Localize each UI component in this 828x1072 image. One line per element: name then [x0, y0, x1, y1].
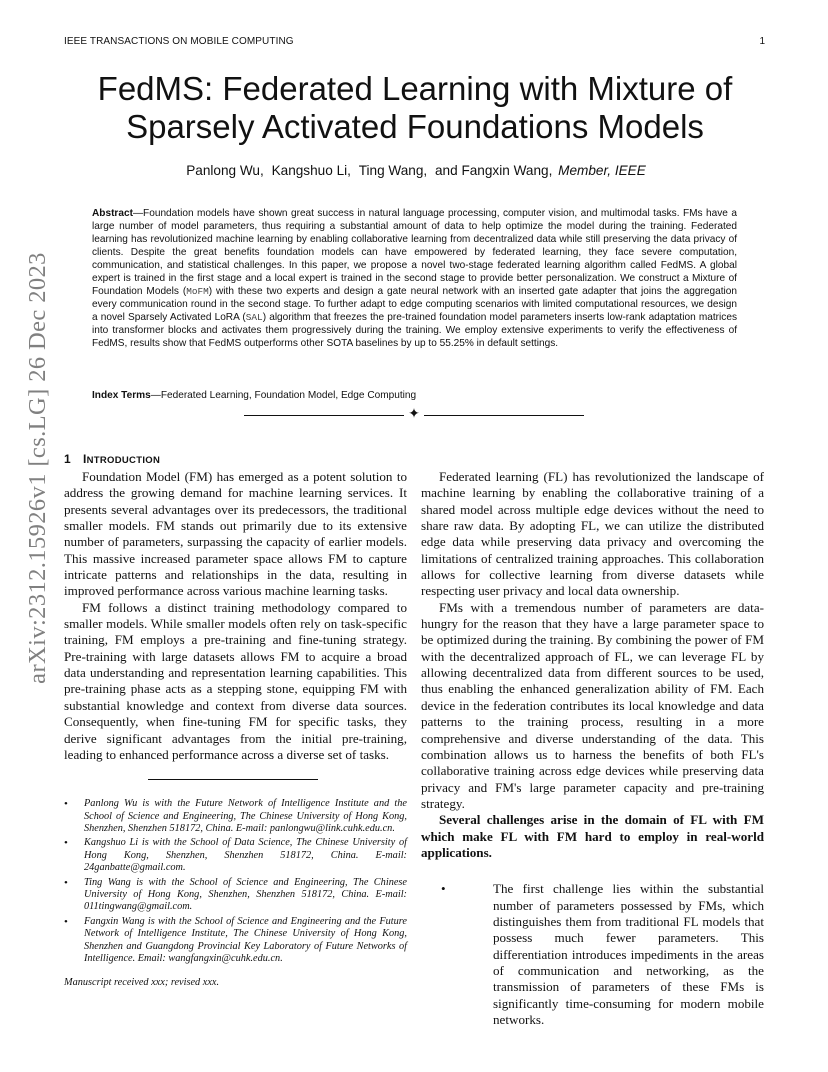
- footnote-item: • Fangxin Wang is with the School of Science and Engineering and the Future Network of Intelligence Institute, The Chinese University of Hong Kong, Shenzhen and Guangdong Provincial Key Laboratory of Future Networks of Intelligence. Email: wangfangxin@cuhk.edu.cn.: [64, 916, 407, 966]
- index-terms-dash: —: [150, 390, 161, 401]
- index-terms: [92, 390, 737, 401]
- author-name: Ting Wang,: [358, 163, 428, 178]
- section-title-rest: NTRODUCTION: [86, 455, 161, 466]
- divider-line-left: [244, 415, 404, 416]
- section-number: 1: [64, 452, 71, 466]
- challenges-intro: Several challenges arise in the domain of FL with FM which make FL with FM hard to employ in real-world applications.: [421, 812, 764, 860]
- divider-star-icon: ✦: [408, 407, 420, 422]
- right-column: [421, 469, 764, 1028]
- author-list: [90, 163, 740, 178]
- affiliation-footnotes: [64, 798, 407, 965]
- abstract: [92, 207, 737, 350]
- abstract-text: ) algorithm that freezes the pre-trained foundation model parameters inserts low-rank adaptation matrices into transformer blocks and activates them progressively during the training. We employ extensive experiments to verify the effectiveness of FedMS, results show that FedMS outperforms other SOTA baselines by up to 55.25% in default settings.: [92, 312, 737, 349]
- abstract-text: Foundation models have shown great success in natural language processing, computer vision, and multimodal tasks. FMs have a large number of model parameters, thus requiring a substantial amount of data to help optimize the model during the training. Federated learning has revolutionized machine learning by enabling collaborative learning from decentralized data while still preserving the data privacy of clients. Despite the great benefits foundation models can have empowered by federated learning, they face severe computation, communication, and statistical challenges. In this paper, we propose a novel two-stage federated learning algorithm called FedMS. A global expert is trained in the first stage and a local expert is trained in the second stage to provide better personalization. We construct a Mixture of Foundation Models (: [92, 208, 737, 297]
- abstract-code-mofm: MoFM: [186, 286, 209, 297]
- body-paragraph: Foundation Model (FM) has emerged as a potent solution to address the growing demand for machine learning services. It presents several advantages over its predecessors, the traditional smaller models. FM stands out primarily due to its extensive number of parameters, surpassing the capacity of earlier models. This massive increased parameter space allows FM to capture intricate patterns and relationships in the data, resulting in improved performance across various machine learning tasks.: [64, 469, 407, 599]
- author-name: and Fangxin Wang,: [434, 163, 553, 178]
- abstract-label: Abstract: [92, 208, 133, 219]
- manuscript-note: Manuscript received xxx; revised xxx.: [64, 977, 220, 989]
- running-head: IEEE TRANSACTIONS ON MOBILE COMPUTING: [64, 36, 294, 47]
- arxiv-identifier: arXiv:2312.15926v1 [cs.LG] 26 Dec 2023: [24, 252, 51, 684]
- challenge-item: • The first challenge lies within the substantial number of parameters possessed by FMs, which distinguishes them from traditional FL models that possess much fewer parameters. This differentiation introduces impediments in the areas of communication and networking, as the transmission of parameters of these FMs is significantly time-consuming for modern mobile networks.: [421, 881, 764, 1028]
- left-column: [64, 469, 407, 992]
- footnote-item: • Panlong Wu is with the Future Network of Intelligence Institute and the School of Science and Engineering, The Chinese University of Hong Kong, Shenzhen, Shenzhen 518172, China. E-mail: panlongwu@link.cuhk.edu.cn.: [64, 798, 407, 835]
- paper-title: FedMS: Federated Learning with Mixture of Sparsely Activated Foundations Models: [97, 70, 733, 145]
- abstract-dash: —: [132, 208, 144, 219]
- body-paragraph: Federated learning (FL) has revolutionized the landscape of machine learning by enabling the collaborative training of a shared model across multiple edge devices without the need to share raw data. By adopting FL, we can utilize the distributed edge data while preserving data privacy and overcoming the limitations of centralized training approaches. This collaboration allows for collective learning from diverse datasets while respecting user privacy and local data ownership.: [421, 469, 764, 599]
- section-divider: [244, 405, 584, 425]
- challenges-list: [421, 881, 764, 1028]
- section-title-initial: I: [82, 452, 87, 466]
- page-number: 1: [759, 36, 765, 47]
- footnote-item: • Kangshuo Li is with the School of Data Science, The Chinese University of Hong Kong, Shenzhen, Shenzhen 518172, China. E-mail: 24ganbatte@gmail.com.: [64, 837, 407, 874]
- body-paragraph: FMs with a tremendous number of parameters are data-hungry for the reason that they have a large parameter space to be optimized during the training. By combining the power of FM with the decentralized approach of FL, we can leverage FL by allowing decentralized data from different sources to be used, thus enabling the enhanced generalization ability of FM. Each device in the federation contributes its local knowledge and data patterns to the training process, resulting in a more comprehensive and diverse understanding of the data. This combination allows us to harness the benefits of both FL's collaborative training across edge devices while preserving data privacy and FM's large parameter capacity and pre-training strategy.: [421, 599, 764, 811]
- index-terms-label: Index Terms: [92, 390, 151, 401]
- arxiv-side-stamp: [24, 252, 52, 684]
- footnote-rule: [148, 779, 318, 780]
- author-name: Panlong Wu,: [186, 163, 264, 178]
- section-heading: [64, 452, 160, 466]
- abstract-text: ) with these two experts and design a gate neural network with an inserted gate adapter that joins the aggregation every communication round in the second stage. To further adapt to edge computing scenarios with limited computational resources, we design a novel Sparsely Activated LoRA (: [92, 286, 737, 323]
- body-paragraph: FM follows a distinct training methodology compared to smaller models. While smaller models often rely on task-specific training, FM employs a pre-training and fine-tuning strategy. Pre-training with large datasets allows FM to acquire a broad data understanding and representation learning capabilities. This pre-training phase acts as a stepping stone, equipping FM with substantial knowledge and context from diverse data sources. Consequently, when fine-tuning FM for specific tasks, they derive significant advantages from the initial pre-training, leading to enhanced performance across a diverse set of tasks.: [64, 599, 407, 762]
- author-membership: Member, IEEE: [558, 163, 646, 178]
- author-name: Kangshuo Li,: [271, 163, 351, 178]
- index-terms-text: Federated Learning, Foundation Model, Edge Computing: [160, 390, 417, 401]
- divider-line-right: [424, 415, 584, 416]
- footnote-item: • Ting Wang is with the School of Science and Engineering, The Chinese University of Hong Kong, Shenzhen, Shenzhen 518172, China. E-mail: 011tingwang@gmail.com.: [64, 877, 407, 914]
- abstract-code-sal: SAL: [245, 312, 263, 323]
